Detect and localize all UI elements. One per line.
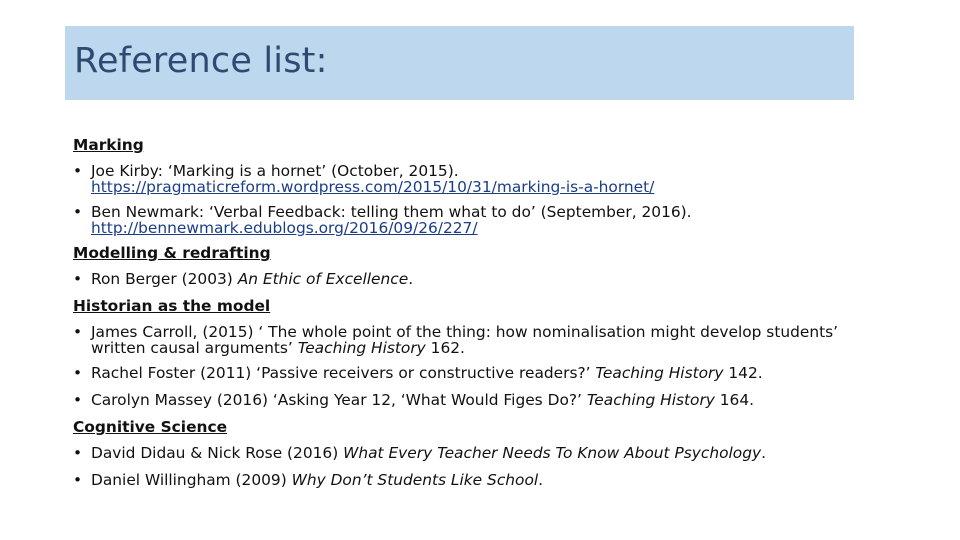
list-item xyxy=(73,443,933,463)
reference-suffix: 164. xyxy=(714,391,755,409)
reference-link[interactable]: https://pragmaticreform.wordpress.com/2015/10/31/marking-is-a-hornet/ xyxy=(91,178,655,196)
bullet-icon: • xyxy=(73,391,83,409)
reference-suffix: . xyxy=(761,444,766,462)
list-item xyxy=(73,269,933,289)
reference-title: What Every Teacher Needs To Know About Psychology xyxy=(343,444,762,462)
bullet-icon: • xyxy=(73,444,83,462)
bullet-icon: • xyxy=(73,203,83,221)
list-item xyxy=(73,390,933,410)
reference-list xyxy=(73,134,933,497)
list-item xyxy=(73,161,933,195)
reference-suffix: 162. xyxy=(425,339,465,357)
section-heading-historian: Historian as the model xyxy=(73,297,271,315)
reference-suffix: . xyxy=(538,471,544,489)
title-banner xyxy=(65,26,854,100)
reference-text: James Carroll, (2015) ‘ The whole point of the thing: how nominalisation might develop students’ xyxy=(91,323,839,341)
reference-title: Teaching History xyxy=(595,364,724,382)
reference-text: Carolyn Massey (2016) ‘Asking Year 12, ‘What Would Figes Do?’ xyxy=(91,391,587,409)
reference-title: Teaching History xyxy=(297,339,426,357)
reference-text: Daniel Willingham (2009) xyxy=(91,471,292,489)
bullet-icon: • xyxy=(73,270,83,288)
list-item xyxy=(73,363,933,383)
reference-link[interactable]: http://bennewmark.edublogs.org/2016/09/26/227/ xyxy=(91,219,478,237)
reference-text: Rachel Foster (2011) ‘Passive receivers or constructive readers?’ xyxy=(91,364,596,382)
section-heading-modelling: Modelling & redrafting xyxy=(73,244,271,262)
bullet-icon: • xyxy=(73,162,83,180)
reference-text: David Didau & Nick Rose (2016) xyxy=(91,444,344,462)
reference-title: Why Don’t Students Like School xyxy=(291,471,539,489)
reference-title: Teaching History xyxy=(586,391,715,409)
reference-text: Joe Kirby: ‘Marking is a hornet’ (October, 2015). xyxy=(91,162,459,180)
bullet-icon: • xyxy=(73,364,83,382)
section-heading-marking: Marking xyxy=(73,136,144,154)
section-heading-cognitive: Cognitive Science xyxy=(73,418,228,436)
reference-text: Ben Newmark: ‘Verbal Feedback: telling them what to do’ (September, 2016). xyxy=(91,203,692,221)
bullet-icon: • xyxy=(73,323,83,341)
page-title: Reference list: xyxy=(74,41,328,81)
list-item xyxy=(73,322,933,356)
reference-suffix: 142. xyxy=(723,364,763,382)
reference-title: An Ethic of Excellence xyxy=(237,270,409,288)
reference-text-continued: written causal arguments’ xyxy=(91,339,298,357)
reference-suffix: . xyxy=(408,270,414,288)
bullet-icon: • xyxy=(73,471,83,489)
list-item xyxy=(73,470,933,490)
reference-text: Ron Berger (2003) xyxy=(91,270,238,288)
list-item xyxy=(73,202,933,236)
